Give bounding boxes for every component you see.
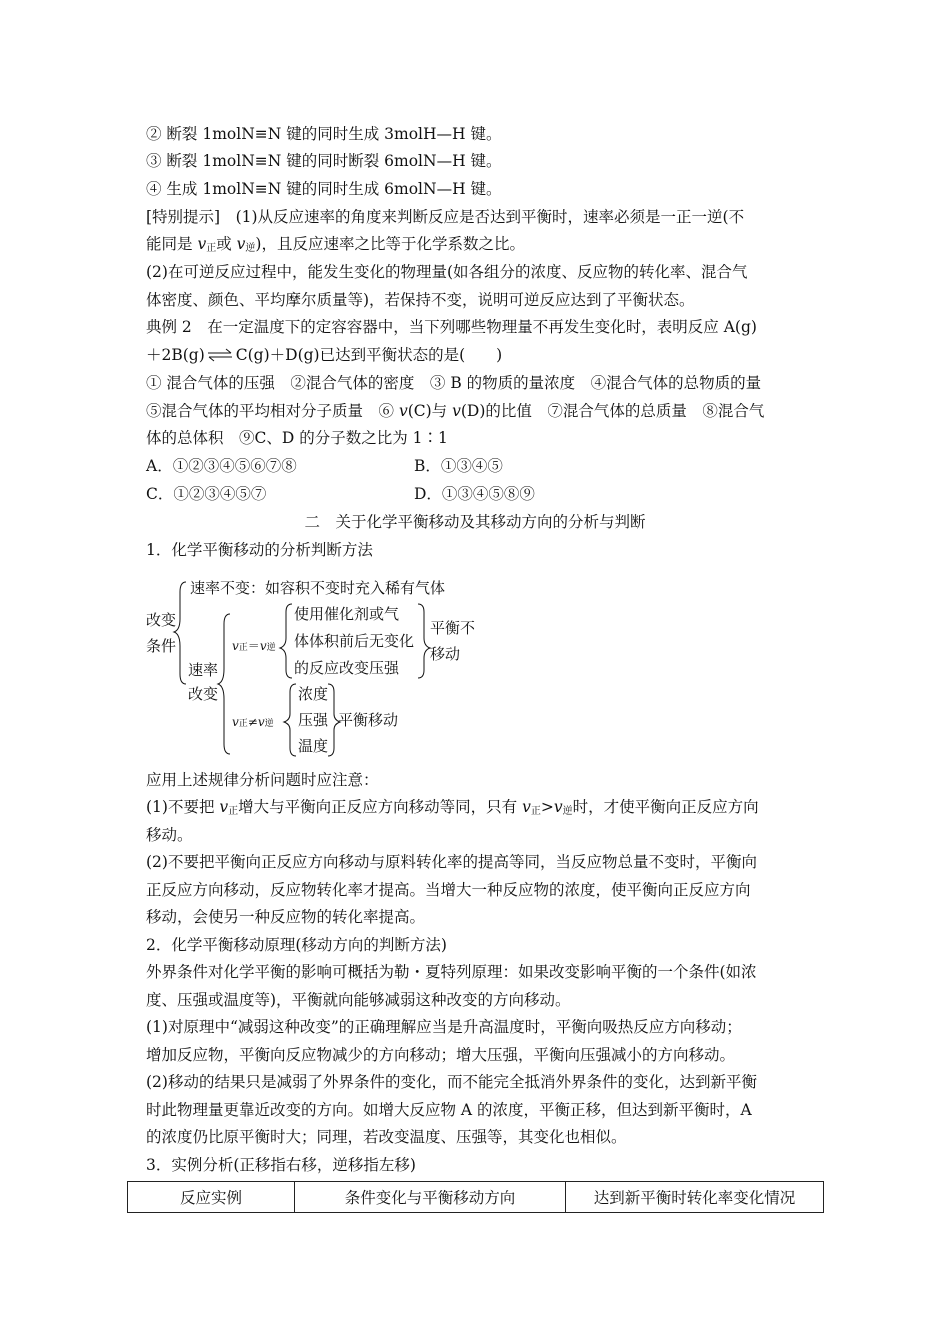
note1-line2: 移动。 (146, 826, 193, 844)
diagram-condition: 条件 (146, 637, 177, 655)
principle-line2: 度、压强或温度等)，平衡就向能够减弱这种改变的方向移动。 (146, 991, 571, 1009)
option-b: B．①③④⑤ (414, 457, 503, 475)
statement-2: ② 断裂 1molN≡N 键的同时生成 3molH—H 键。 (146, 125, 502, 143)
diagram-no-shift-1: 平衡不 (430, 619, 476, 637)
table-header-cell: 达到新平衡时转化率变化情况 (566, 1182, 824, 1213)
notes-intro: 应用上述规律分析问题时应注意： (146, 771, 379, 789)
diagram-catalyst-3: 的反应改变压强 (294, 659, 400, 677)
diagram-rate: 速率 (188, 661, 219, 679)
example2-line1: 典例 2 在一定温度下的定容容器中，当下列哪些物理量不再发生变化时，表明反应 A(g) (146, 318, 757, 336)
note1-line1: (1)不要把 $v_正$增大与平衡向正反应方向移动等同，只有 $v_正>v_逆$时，才使平衡向正反应方向 (146, 798, 759, 817)
option-a: A．①②③④⑤⑥⑦⑧ (146, 457, 297, 475)
principle-line6: 时此物理量更靠近改变的方向。如增大反应物 A 的浓度，平衡正移，但达到新平衡时，A (146, 1101, 752, 1119)
example2-items-line1: ① 混合气体的压强 ②混合气体的密度 ③ B 的物质的量浓度 ④混合气体的总物质的量 (146, 374, 762, 392)
diagram-shift: 平衡移动 (338, 711, 399, 729)
principle-line5: (2)移动的结果只是减弱了外界条件的变化，而不能完全抵消外界条件的变化，达到新平衡 (146, 1073, 757, 1091)
note2-line2: 正反应方向移动，反应物转化率才提高。当增大一种反应物的浓度，使平衡向正反应方向 (146, 881, 751, 899)
diagram-changed: 改变 (188, 685, 219, 703)
table-header-cell: 条件变化与平衡移动方向 (295, 1182, 566, 1213)
table-header-row (128, 1182, 824, 1213)
table-header-cell: 反应实例 (128, 1182, 295, 1213)
diagram-catalyst-2: 体体积前后无变化 (294, 632, 415, 650)
special-tip-line2: 能同是 $v_正$或 $v_逆$)，且反应速率之比等于化学系数之比。 (146, 235, 525, 254)
special-tip-line1: [特别提示] (1)从反应速率的角度来判断反应是否达到平衡时，速率必须是一正一逆(不 (146, 208, 745, 226)
example2-items-line2: ⑤混合气体的平均相对分子质量 ⑥ v(C)与 v(D)的比值 ⑦混合气体的总质量 ⑧混合气 (146, 402, 765, 420)
heading-2: 2．化学平衡移动原理(移动方向的判断方法) (146, 936, 447, 954)
diagram-v-equal: v正＝v逆 (232, 639, 276, 653)
diagram-change: 改变 (146, 611, 177, 629)
example2-line2: ＋2B(g) C(g)＋D(g)已达到平衡状态的是( ) (146, 346, 503, 364)
reversible-arrow-icon (206, 346, 234, 364)
note2-line1: (2)不要把平衡向正反应方向移动与原料转化率的提高等同，当反应物总量不变时，平衡向 (146, 853, 757, 871)
special-tip-line3: (2)在可逆反应过程中，能发生变化的物理量(如各组分的浓度、反应物的转化率、混合气 (146, 263, 748, 281)
principle-line4: 增加反应物，平衡向反应物减少的方向移动；增大压强，平衡向压强减小的方向移动。 (146, 1046, 736, 1064)
principle-line7: 的浓度仍比原平衡时大；同理，若改变温度、压强等，其变化也相似。 (146, 1128, 627, 1146)
heading-1: 1．化学平衡移动的分析判断方法 (146, 541, 373, 559)
option-d: D．①③④⑤⑧⑨ (414, 485, 535, 503)
section-title: 二 关于化学平衡移动及其移动方向的分析与判断 (304, 513, 646, 531)
statement-3: ③ 断裂 1molN≡N 键的同时断裂 6molN—H 键。 (146, 152, 502, 170)
diagram-pressure: 压强 (298, 711, 329, 729)
diagram-catalyst-1: 使用催化剂或气 (294, 605, 400, 623)
equilibrium-shift-diagram (146, 574, 506, 764)
example2-items-line3: 体的总体积 ⑨C、D 的分子数之比为 1∶1 (146, 429, 448, 447)
example-table (127, 1181, 824, 1213)
special-tip-line4: 体密度、颜色、平均摩尔质量等)，若保持不变，说明可逆反应达到了平衡状态。 (146, 291, 695, 309)
principle-line3: (1)对原理中“减弱这种改变”的正确理解应当是升高温度时，平衡向吸热反应方向移动； (146, 1018, 742, 1036)
diagram-v-notequal: v正≠v逆 (232, 715, 274, 729)
diagram-concentration: 浓度 (298, 685, 329, 703)
diagram-rate-unchanged: 速率不变：如容积不变时充入稀有气体 (190, 579, 446, 597)
diagram-no-shift-2: 移动 (430, 645, 461, 663)
diagram-temperature: 温度 (298, 737, 329, 755)
heading-3: 3．实例分析(正移指右移，逆移指左移) (146, 1156, 416, 1174)
statement-4: ④ 生成 1molN≡N 键的同时生成 6molN—H 键。 (146, 180, 502, 198)
option-c: C．①②③④⑤⑦ (146, 485, 267, 503)
principle-line1: 外界条件对化学平衡的影响可概括为勒・夏特列原理：如果改变影响平衡的一个条件(如浓 (146, 963, 757, 981)
note2-line3: 移动，会使另一种反应物的转化率提高。 (146, 908, 426, 926)
